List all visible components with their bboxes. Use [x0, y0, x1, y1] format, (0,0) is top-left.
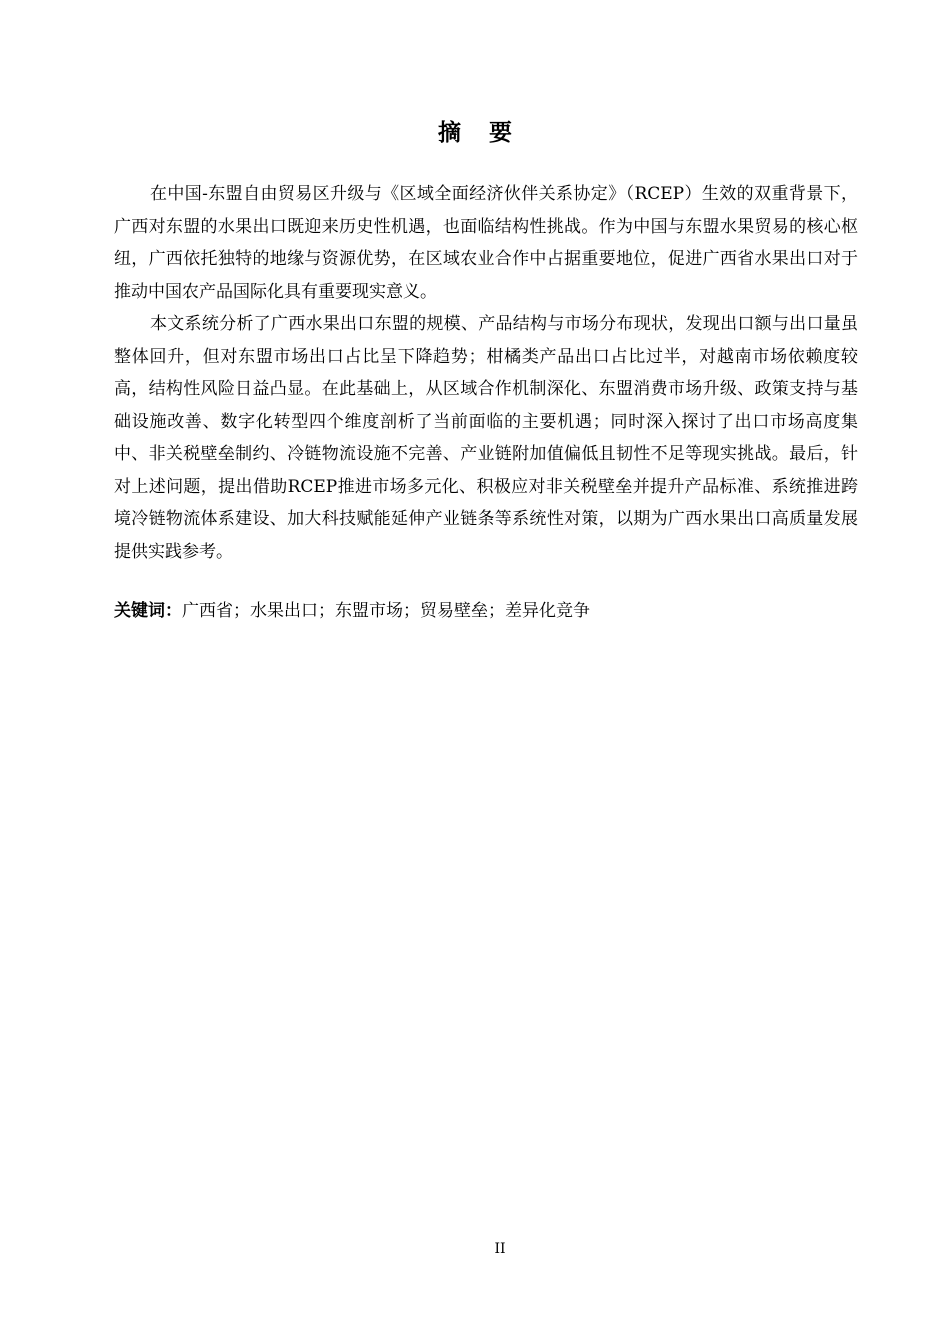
keywords-list: 广西省；水果出口；东盟市场；贸易壁垒；差异化竞争: [182, 601, 590, 621]
abstract-title: 摘要: [438, 120, 540, 146]
abstract-body: [114, 178, 858, 568]
keywords-label: 关键词：: [114, 601, 182, 621]
abstract-paragraph-1: 在中国-东盟自由贸易区升级与《区域全面经济伙伴关系协定》（RCEP）生效的双重背景下，广西对东盟的水果出口既迎来历史性机遇，也面临结构性挑战。作为中国与东盟水果贸易的核心枢纽，广西依托独特的地缘与资源优势，在区域农业合作中占据重要地位，促进广西省水果出口对于推动中国农产品国际化具有重要现实意义。: [114, 184, 858, 302]
keywords-line: [114, 595, 858, 628]
page-number: II: [494, 1241, 506, 1257]
abstract-paragraph-2: 本文系统分析了广西水果出口东盟的规模、产品结构与市场分布现状，发现出口额与出口量虽整体回升，但对东盟市场出口占比呈下降趋势；柑橘类产品出口占比过半，对越南市场依赖度较高，结构性风险日益凸显。在此基础上，从区域合作机制深化、东盟消费市场升级、政策支持与基础设施改善、数字化转型四个维度剖析了当前面临的主要机遇；同时深入探讨了出口市场高度集中、非关税壁垒制约、冷链物流设施不完善、产业链附加值偏低且韧性不足等现实挑战。最后，针对上述问题，提出借助RCEP推进市场多元化、积极应对非关税壁垒并提升产品标准、系统推进跨境冷链物流体系建设、加大科技赋能延伸产业链条等系统性对策，以期为广西水果出口高质量发展提供实践参考。: [114, 314, 858, 562]
